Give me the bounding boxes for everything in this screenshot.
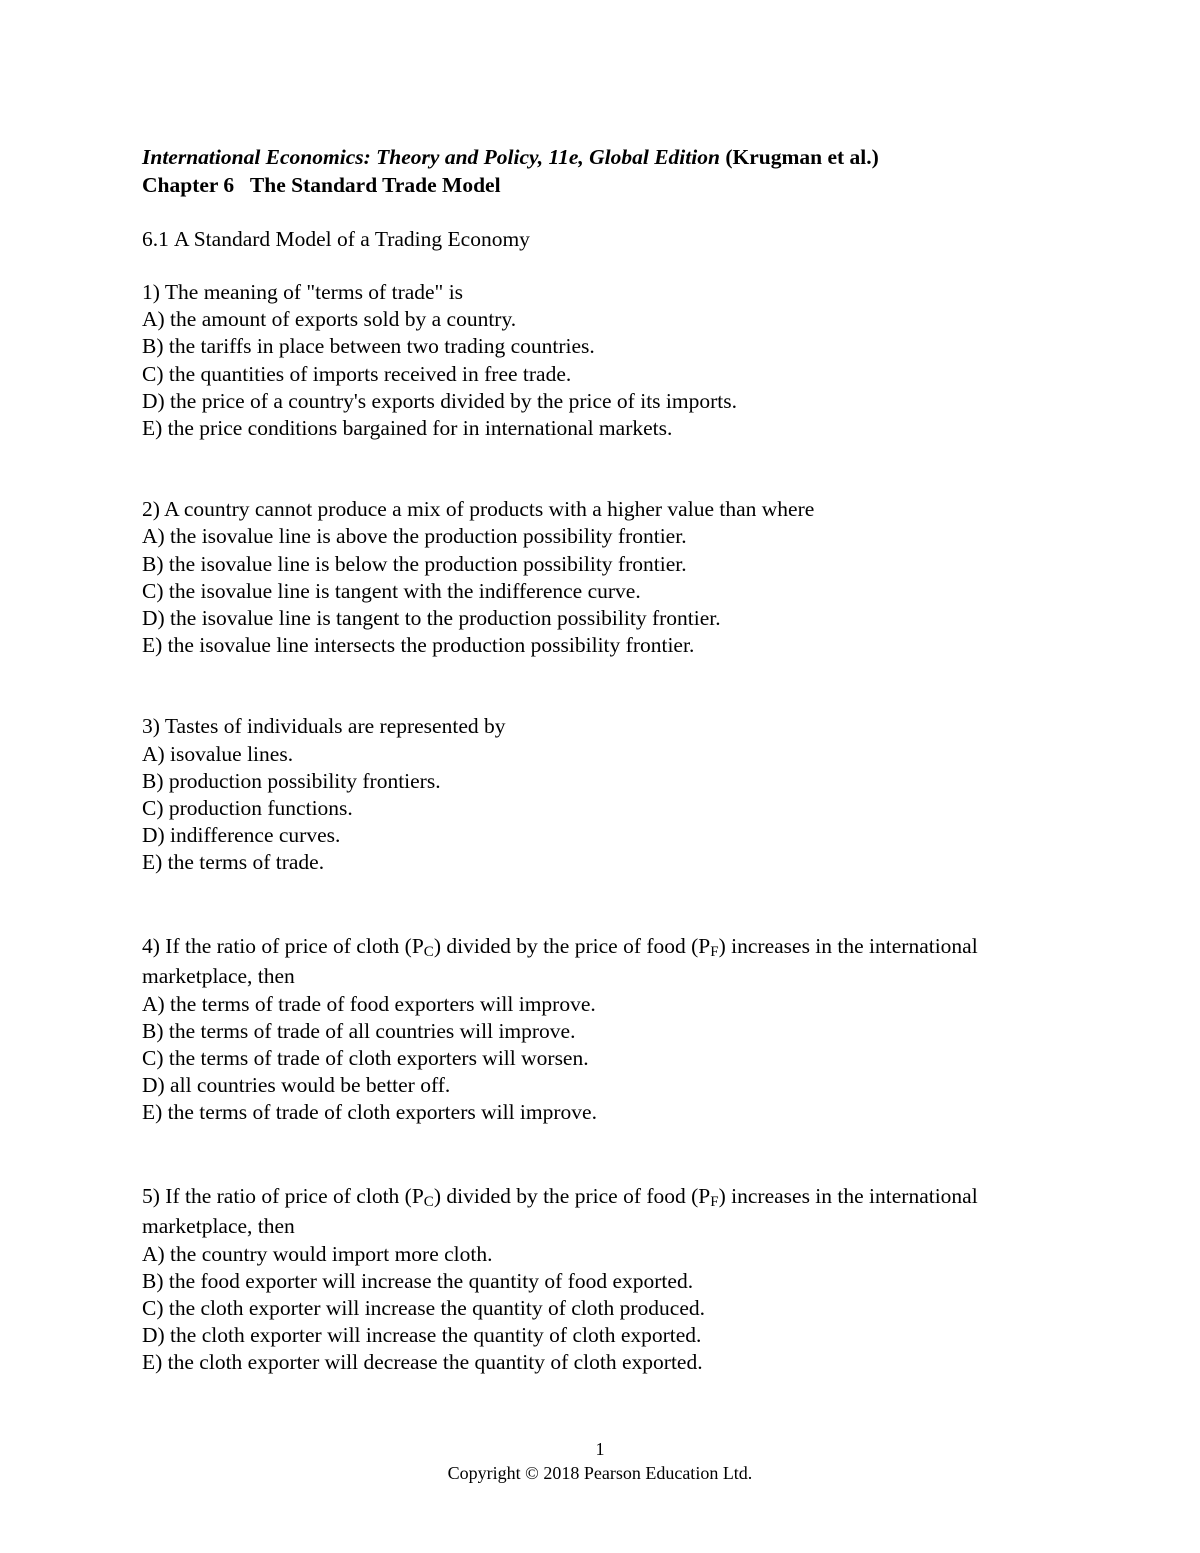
answer-option-b: B) the food exporter will increase the quantity of food exported. — [142, 1268, 694, 1293]
subscript-c: C — [423, 1193, 434, 1210]
answer-option-b: B) the terms of trade of all countries will improve. — [142, 1018, 576, 1043]
answer-option-d: D) the price of a country's exports divided by the price of its imports. — [142, 388, 737, 413]
answer-option-d: D) the isovalue line is tangent to the production possibility frontier. — [142, 606, 721, 631]
stem-text: 5) If the ratio of price of cloth (P — [142, 1183, 424, 1208]
answer-option-a: A) the terms of trade of food exporters will improve. — [142, 991, 596, 1016]
question-stem — [142, 1181, 1082, 1241]
section-number: 6.1 — [142, 227, 169, 251]
question-stem: 1) The meaning of "terms of trade" is — [142, 280, 464, 304]
answer-option-b: B) the tariffs in place between two trading countries. — [142, 334, 595, 359]
book-header — [142, 143, 1082, 171]
question-2 — [142, 496, 1082, 659]
question-stem: 3) Tastes of individuals are represented by — [142, 714, 506, 739]
book-title: International Economics: Theory and Policy, 11e, Global Edition — [142, 145, 720, 169]
question-5 — [142, 1181, 1082, 1377]
answer-option-e: E) the terms of trade. — [142, 850, 325, 875]
subscript-f: F — [710, 943, 719, 960]
answer-option-e: E) the price conditions bargained for in international markets. — [142, 416, 673, 441]
answer-option-d: D) indifference curves. — [142, 823, 341, 848]
section-heading — [142, 225, 1082, 253]
question-stem: 2) A country cannot produce a mix of products with a higher value than where — [142, 497, 815, 522]
stem-text: ) divided by the price of food (P — [433, 933, 711, 958]
answer-option-e: E) the isovalue line intersects the production possibility frontier. — [142, 633, 695, 658]
stem-text: ) increases in the international marketplace, then — [142, 1183, 978, 1238]
answer-option-c: C) production functions. — [142, 796, 353, 821]
question-4 — [142, 931, 1082, 1127]
answer-option-a: A) the country would import more cloth. — [142, 1241, 493, 1266]
answer-option-a: A) the isovalue line is above the production possibility frontier. — [142, 524, 687, 549]
section-title: A Standard Model of a Trading Economy — [174, 227, 530, 251]
stem-text: 4) If the ratio of price of cloth (P — [142, 933, 424, 958]
page-content — [142, 143, 1082, 1377]
answer-option-b: B) the isovalue line is below the production possibility frontier. — [142, 551, 687, 576]
page-number: 1 — [595, 1439, 605, 1459]
answer-option-e: E) the terms of trade of cloth exporters will improve. — [142, 1100, 597, 1125]
answer-option-d: D) all countries would be better off. — [142, 1073, 451, 1098]
answer-option-e: E) the cloth exporter will decrease the quantity of cloth exported. — [142, 1350, 703, 1375]
answer-option-c: C) the terms of trade of cloth exporters will worsen. — [142, 1046, 589, 1071]
question-3 — [142, 713, 1082, 876]
answer-option-a: A) isovalue lines. — [142, 741, 294, 766]
chapter-title: Chapter 6 The Standard Trade Model — [142, 173, 501, 197]
answer-option-a: A) the amount of exports sold by a country. — [142, 307, 517, 332]
answer-option-d: D) the cloth exporter will increase the quantity of cloth exported. — [142, 1323, 702, 1348]
answer-option-c: C) the isovalue line is tangent with the indifference curve. — [142, 578, 641, 603]
stem-text: ) increases in the international marketplace, then — [142, 933, 978, 988]
question-stem — [142, 931, 1082, 991]
subscript-f: F — [710, 1193, 719, 1210]
answer-option-c: C) the quantities of imports received in free trade. — [142, 361, 572, 386]
stem-text: ) divided by the price of food (P — [433, 1183, 711, 1208]
book-authors: (Krugman et al.) — [725, 145, 879, 169]
copyright-notice: Copyright © 2018 Pearson Education Ltd. — [447, 1463, 753, 1483]
answer-option-b: B) production possibility frontiers. — [142, 768, 441, 793]
subscript-c: C — [423, 943, 434, 960]
question-1 — [142, 279, 1082, 442]
answer-option-c: C) the cloth exporter will increase the quantity of cloth produced. — [142, 1296, 705, 1321]
